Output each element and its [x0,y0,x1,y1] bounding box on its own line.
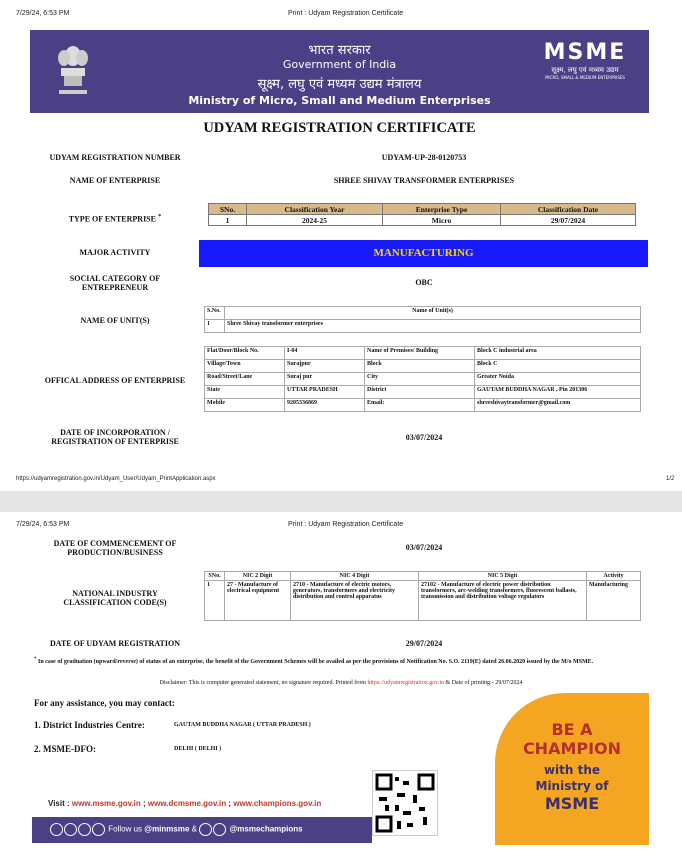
social-bar [32,817,372,843]
unit-header: Name of Unit(s) [225,307,641,320]
incorporation-label [30,428,200,446]
udyam-date-label: DATE OF UDYAM REGISTRATION [49,639,180,648]
unit-header: S.No. [205,307,225,320]
address-cell: Greater Noida [475,373,641,386]
dcmsme-link[interactable]: www.dcmsme.gov.in [147,799,227,808]
class-cell: Micro [383,215,501,226]
class-cell: 2024-25 [247,215,383,226]
nic-cell: 27 - Manufacture of electrical equipment [225,581,291,621]
nic-cell: 1 [205,581,225,621]
classification-table [208,203,636,226]
disclaimer [34,680,648,686]
commencement-value: 03/07/2024 [405,543,443,552]
champion-be-a: BE A [551,720,593,739]
champion-with: with the [543,763,601,777]
units-label: NAME OF UNIT(S) [80,316,150,325]
address-cell: State [205,386,285,399]
disclaimer-date: & Date of printing:- 29/07/2024 [444,680,523,686]
units-table [204,306,641,333]
qr-code-icon [373,771,437,835]
nic-cell: 27102 - Manufacture of electric power distribution transformers, arc-welding transformers, fluorescent ballasts, transmission and distribution voltage regulators [419,581,587,621]
nic-header: NIC 5 Digit [419,572,587,581]
header-banner [30,30,649,113]
class-header: SNo. [209,204,247,215]
visit-sep: ; [140,799,148,808]
print-title: Print : Udyam Registration Certificate [288,10,404,17]
footer-url: https://udyamregistration.gov.in/Udyam_User/Udyam_PrintApplication.aspx [16,476,216,482]
visit-sep: ; [226,799,234,808]
address-cell: I-04 [285,347,365,360]
class-header: Enterprise Type [383,204,501,215]
address-label: OFFICAL ADDRESS OF ENTERPRISE [44,376,186,385]
facebook-icon[interactable] [50,823,63,836]
print-title-2: Print : Udyam Registration Certificate [288,521,404,528]
social-category-label [30,274,200,292]
champion-msme: MSME [544,794,600,813]
reg-no-label: UDYAM REGISTRATION NUMBER [49,153,181,162]
disclaimer-text: Disclaimer: This is computer generated statement, no signature required. Printed from [159,680,368,686]
msme-logo-hindi: सूक्ष्म, लघु एवं मध्यम उद्यम [551,66,619,74]
address-cell: Suraj pur [285,373,365,386]
address-cell[interactable]: shreeshivaytransformer@gmail.com [475,399,641,412]
msme-logo: MSME [543,40,627,65]
banner-govt: Government of India [282,58,397,71]
page-separator [0,491,682,512]
address-row [205,347,641,360]
nic-table [204,571,641,621]
unit-cell: 1 [205,320,225,333]
address-cell: UTTAR PRADESH [285,386,365,399]
address-cell: Block C [475,360,641,373]
nic-label-line2: CLASSIFICATION CODE(S) [63,598,167,607]
class-header: Classification Date [501,204,636,215]
address-cell: Email: [365,399,475,412]
nic-cell: Manufacturing [587,581,641,621]
class-cell: 29/07/2024 [501,215,636,226]
banner-hindi-ministry: सूक्ष्म, लघु एवं मध्यम उद्यम मंत्रालय [257,77,422,92]
nic-header: SNo. [205,572,225,581]
address-cell: District [365,386,475,399]
certificate-title: UDYAM REGISTRATION CERTIFICATE [203,120,476,136]
follow-label: Follow us [108,824,143,834]
twitter-icon-2[interactable] [213,823,226,836]
commence-label-line1: DATE OF COMMENCEMENT OF [53,539,177,548]
address-row [205,360,641,373]
incorp-label-line1: DATE OF INCORPORATION / [60,428,170,437]
incorporation-value: 03/07/2024 [405,433,443,442]
page-number: 1/2 [666,476,675,482]
champion-panel [495,693,649,845]
visit-label: Visit : [48,799,70,808]
address-cell: Name of Premises/ Building [365,347,475,360]
graduation-note [34,656,648,666]
msme-link[interactable]: www.msme.gov.in [71,799,141,808]
commencement-label [30,539,200,557]
class-cell: 1 [209,215,247,226]
dic-label: 1. District Industries Centre: [34,720,145,730]
major-activity-label: MAJOR ACTIVITY [79,248,151,257]
facebook-icon-2[interactable] [199,823,212,836]
address-row [205,399,641,412]
major-activity-value: MANUFACTURING [199,240,648,267]
champions-link[interactable]: www.champions.gov.in [233,799,322,808]
enterprise-type-label [30,212,200,224]
enterprise-name-label: NAME OF ENTERPRISE [69,176,161,185]
class-header: Classification Year [247,204,383,215]
nic-header: NIC 4 Digit [291,572,419,581]
twitter-icon[interactable] [92,823,105,836]
visit-links [48,799,321,808]
nic-header: Activity [587,572,641,581]
address-cell: Road/Street/Lane [205,373,285,386]
address-row [205,373,641,386]
address-cell: Village/Town [205,360,285,373]
social-category-value: OBC [415,278,433,287]
enterprise-name-value: SHREE SHIVAY TRANSFORMER ENTERPRISES [333,176,515,185]
banner-ministry: Ministry of Micro, Small and Medium Enterprises [188,94,491,107]
address-row [205,386,641,399]
msme-logo-english: MICRO, SMALL & MEDIUM ENTERPRISES [545,75,625,80]
address-cell: City [365,373,475,386]
banner-hindi-govt: भारत सरकार [308,43,371,58]
social-amp: & [191,824,197,834]
note-star: * [34,657,37,662]
address-cell: Block [365,360,475,373]
udyam-link[interactable]: https://udyamregistration.gov.in [367,680,445,686]
unit-cell: Shree Shivay transformer enterprises [225,320,641,333]
champion-ministry: Ministry of [535,779,609,793]
address-cell: Mobile [205,399,285,412]
dic-value: GAUTAM BUDDHA NAGAR ( UTTAR PRADESH ) [174,722,311,728]
address-cell: Surajpur [285,360,365,373]
dfo-value: DELHI ( DELHI ) [174,746,222,752]
nic-cell: 2710 - Manufacture of electric motors, generators, transformers and electricity distribution and control apparatus [291,581,419,621]
handle-msmechampions[interactable]: @msmechampions [229,824,303,834]
handle-minmsme[interactable]: @minmsme [144,824,190,834]
social-label-line2: ENTREPRENEUR [81,283,149,292]
print-date: 7/29/24, 6:53 PM [16,10,70,17]
youtube-icon[interactable] [78,823,91,836]
nic-header: NIC 2 Digit [225,572,291,581]
type-star: * [157,213,162,220]
instagram-icon[interactable] [64,823,77,836]
address-cell: Flat/Door/Block No. [205,347,285,360]
enterprise-type-label-text: TYPE OF ENTERPRISE [68,214,156,224]
address-table [204,346,641,412]
address-cell: Block C industrial area [475,347,641,360]
dfo-label: 2. MSME-DFO: [34,744,96,754]
print-date-2: 7/29/24, 6:53 PM [16,521,70,528]
address-cell: 9205336869 [285,399,365,412]
nic-label [30,589,200,607]
reg-no-value: UDYAM-UP-28-0120753 [381,153,467,162]
incorp-label-line2: REGISTRATION OF ENTERPRISE [51,437,179,446]
commence-label-line2: PRODUCTION/BUSINESS [67,548,163,557]
qr-code [372,770,438,836]
nic-label-line1: NATIONAL INDUSTRY [72,589,158,598]
udyam-date-value: 29/07/2024 [405,639,443,648]
note-text: In case of graduation (upward/reverse) of status of an enterprise, the benefit of the Government Schemes will be availed as per the provisions of Notification No. S.O. 2119(E) dated 26.06.2020 issued by the M/o MSME. [38,659,594,665]
address-cell: GAUTAM BUDDHA NAGAR , Pin 201306 [475,386,641,399]
social-label-line1: SOCIAL CATEGORY OF [69,274,161,283]
assistance-heading: For any assistance, you may contact: [34,698,175,708]
champion-word: CHAMPION [522,739,622,758]
